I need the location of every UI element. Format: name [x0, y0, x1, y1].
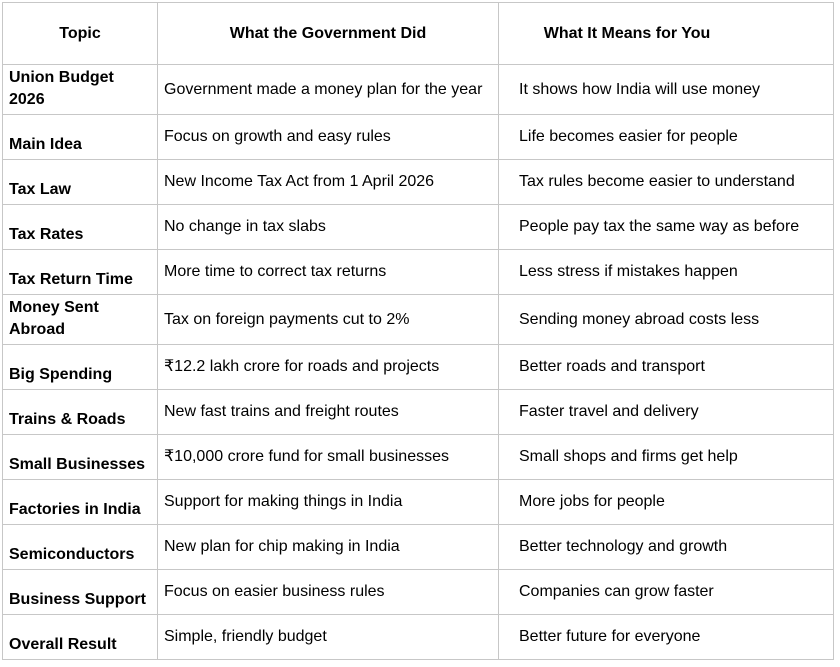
table-row: [3, 205, 834, 250]
government-action-cell: More time to correct tax returns: [158, 250, 499, 295]
table-row: [3, 115, 834, 160]
table-row: [3, 570, 834, 615]
topic-cell: Big Spending: [3, 345, 158, 390]
table-row: [3, 250, 834, 295]
table-row: [3, 480, 834, 525]
government-action-cell: Tax on foreign payments cut to 2%: [158, 295, 499, 345]
topic-cell: Factories in India: [3, 480, 158, 525]
government-action-cell: New Income Tax Act from 1 April 2026: [158, 160, 499, 205]
government-action-cell: No change in tax slabs: [158, 205, 499, 250]
meaning-cell: Life becomes easier for people: [499, 115, 834, 160]
meaning-cell: Better future for everyone: [499, 615, 834, 660]
meaning-cell: More jobs for people: [499, 480, 834, 525]
table-row: [3, 435, 834, 480]
topic-cell: Business Support: [3, 570, 158, 615]
topic-cell: Overall Result: [3, 615, 158, 660]
government-action-cell: ₹10,000 crore fund for small businesses: [158, 435, 499, 480]
table-row: [3, 345, 834, 390]
column-header-government-action: What the Government Did: [158, 3, 499, 65]
government-action-cell: ₹12.2 lakh crore for roads and projects: [158, 345, 499, 390]
government-action-cell: Focus on growth and easy rules: [158, 115, 499, 160]
government-action-cell: New plan for chip making in India: [158, 525, 499, 570]
topic-cell: Money Sent Abroad: [3, 295, 158, 345]
topic-cell: Trains & Roads: [3, 390, 158, 435]
column-header-meaning: What It Means for You: [499, 3, 834, 65]
table-row: [3, 295, 834, 345]
meaning-cell: People pay tax the same way as before: [499, 205, 834, 250]
topic-cell: Tax Law: [3, 160, 158, 205]
meaning-cell: Tax rules become easier to understand: [499, 160, 834, 205]
topic-cell: Tax Return Time: [3, 250, 158, 295]
government-action-cell: New fast trains and freight routes: [158, 390, 499, 435]
table-row: [3, 525, 834, 570]
column-header-topic: Topic: [3, 3, 158, 65]
topic-cell: Tax Rates: [3, 205, 158, 250]
table-row: [3, 615, 834, 660]
meaning-cell: Sending money abroad costs less: [499, 295, 834, 345]
budget-summary-table: [2, 2, 834, 660]
meaning-cell: Better roads and transport: [499, 345, 834, 390]
government-action-cell: Support for making things in India: [158, 480, 499, 525]
meaning-cell: Less stress if mistakes happen: [499, 250, 834, 295]
meaning-cell: Better technology and growth: [499, 525, 834, 570]
header-row: [3, 3, 834, 65]
meaning-cell: Faster travel and delivery: [499, 390, 834, 435]
table-row: [3, 160, 834, 205]
topic-cell: Union Budget 2026: [3, 65, 158, 115]
table-row: [3, 390, 834, 435]
government-action-cell: Government made a money plan for the year: [158, 65, 499, 115]
meaning-cell: Small shops and firms get help: [499, 435, 834, 480]
government-action-cell: Focus on easier business rules: [158, 570, 499, 615]
topic-cell: Main Idea: [3, 115, 158, 160]
topic-cell: Small Businesses: [3, 435, 158, 480]
table-row: [3, 65, 834, 115]
meaning-cell: Companies can grow faster: [499, 570, 834, 615]
topic-cell: Semiconductors: [3, 525, 158, 570]
government-action-cell: Simple, friendly budget: [158, 615, 499, 660]
meaning-cell: It shows how India will use money: [499, 65, 834, 115]
